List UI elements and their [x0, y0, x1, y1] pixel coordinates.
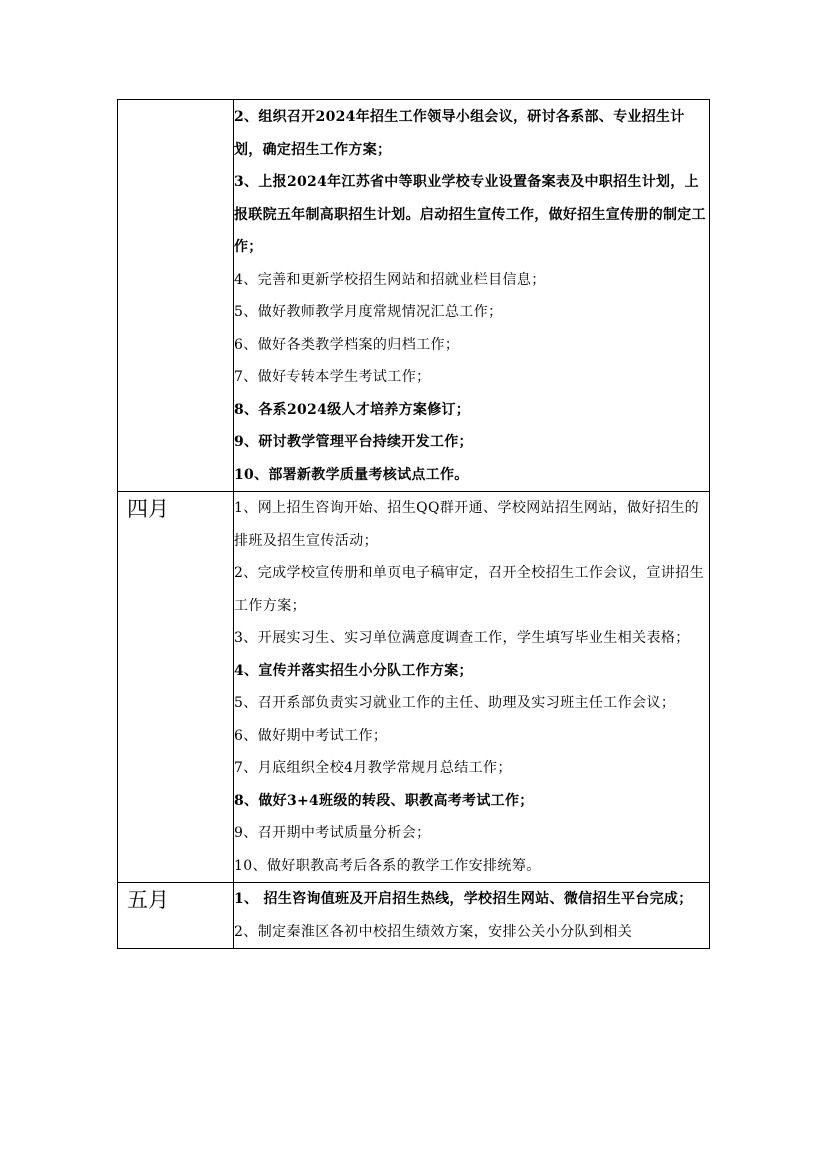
task-item: 3、开展实习生、实习单位满意度调查工作，学生填写毕业生相关表格；	[234, 630, 690, 646]
task-item: 4、宣传并落实招生小分队工作方案；	[234, 662, 473, 679]
task-item: 2、制定秦淮区各初中校招生绩效方案，安排公关小分队到相关	[234, 923, 633, 940]
month-row	[118, 100, 710, 492]
task-item: 10、部署新教学质量考核试点工作。	[234, 466, 469, 483]
task-item: 10、做好职教高考后各系的教学工作安排统筹。	[234, 857, 541, 874]
task-list-cell	[234, 100, 710, 492]
task-item: 5、召开系部负责实习就业工作的主任、助理及实习班主任工作会议；	[234, 695, 676, 711]
task-item: 7、月底组织全校4月教学常规月总结工作；	[234, 760, 512, 776]
task-item: 3、上报2024年江苏省中等职业学校专业设置备案表及中职招生计划，上报联院五年制高职招生计划。启动招生宣传工作，做好招生宣传册的制定工作；	[234, 174, 706, 255]
task-item: 2、完成学校宣传册和单页电子稿审定，召开全校招生工作会议，宣讲招生工作方案；	[234, 565, 705, 614]
month-row	[118, 492, 710, 883]
month-cell	[118, 883, 234, 949]
month-row	[118, 883, 710, 949]
task-item: 8、各系2024级人才培养方案修订；	[234, 401, 471, 418]
task-list-cell	[234, 492, 710, 883]
task-item: 1、 招生咨询值班及开启招生热线，学校招生网站、微信招生平台完成；	[234, 891, 693, 907]
task-item: 1、网上招生咨询开始、招生QQ群开通、学校网站招生网站，做好招生的排班及招生宣传活动；	[234, 500, 700, 549]
task-item: 2、组织召开2024年招生工作领导小组会议，研讨各系部、专业招生计划，确定招生工作方案；	[234, 109, 685, 158]
task-item: 5、做好教师教学月度常规情况汇总工作；	[234, 304, 503, 320]
work-plan-table-body	[118, 100, 710, 949]
task-list-cell	[234, 883, 710, 949]
work-plan-table	[117, 99, 710, 949]
task-item: 6、做好各类教学档案的归档工作；	[234, 336, 460, 353]
task-item: 7、做好专转本学生考试工作；	[234, 369, 431, 385]
task-item: 9、召开期中考试质量分析会；	[234, 825, 431, 841]
month-cell	[118, 492, 234, 883]
task-item: 6、做好期中考试工作；	[234, 727, 388, 744]
month-label: 四月	[127, 497, 169, 521]
month-label: 五月	[127, 888, 169, 912]
month-cell	[118, 100, 234, 492]
task-item: 4、完善和更新学校招生网站和招就业栏目信息；	[234, 271, 546, 288]
task-item: 9、研讨教学管理平台持续开发工作；	[234, 434, 473, 450]
task-item: 8、做好3+4班级的转段、职教高考考试工作；	[234, 792, 534, 809]
month-label	[118, 100, 233, 103]
